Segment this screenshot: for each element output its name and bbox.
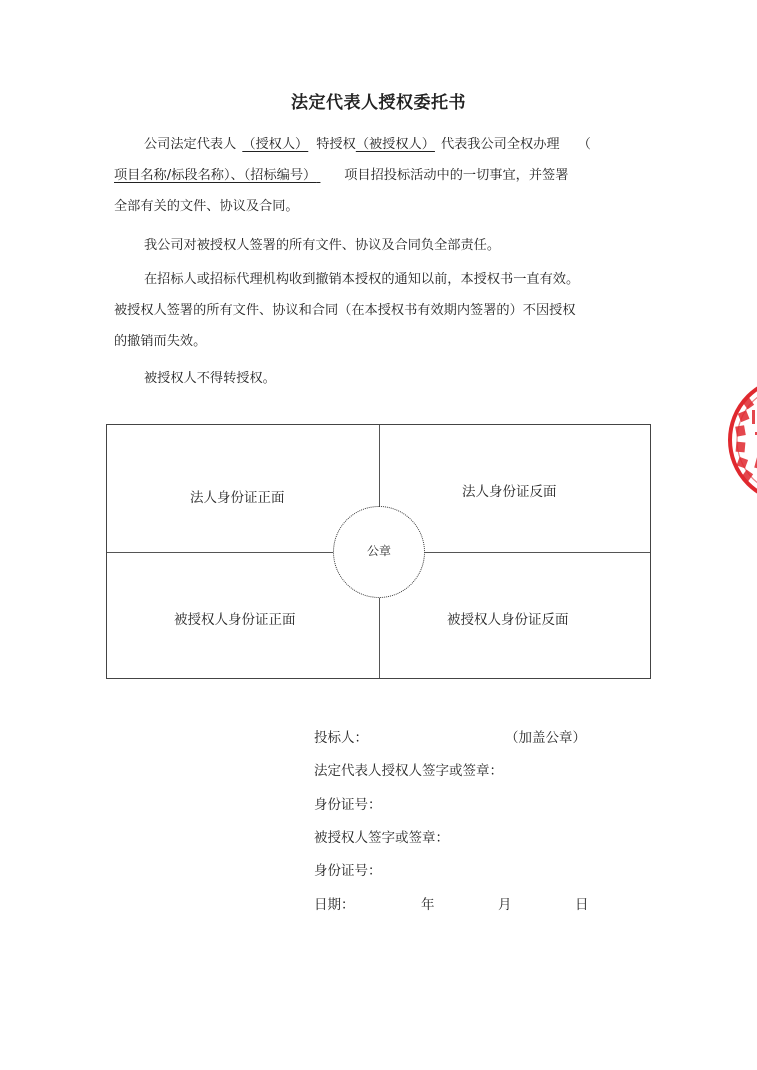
project-blank: 项目名称/标段名称）、（招标编号） xyxy=(114,168,317,183)
paragraph-responsibility: 我公司对被授权人签署的所有文件、协议及合同负全部责任。 xyxy=(144,238,501,253)
grantor-blank: （授权人） xyxy=(242,137,309,152)
text-segment: （ xyxy=(577,137,591,152)
id-number-label: 身份证号： xyxy=(314,863,382,879)
text-segment: 公司法定代表人 xyxy=(144,137,237,152)
paragraph-line: 在招标人或招标代理机构收到撤销本授权的通知以前，本授权书一直有效。 xyxy=(144,272,580,287)
paragraph-authorization xyxy=(114,129,654,222)
official-seal-placeholder xyxy=(333,506,425,598)
text-segment: 代表我公司全权办理 xyxy=(440,137,560,152)
document-title: 法定代表人授权委托书 xyxy=(291,93,466,113)
grantee-blank: （被授权人） xyxy=(355,137,435,152)
date-month: 月 xyxy=(498,897,512,913)
paragraph-line xyxy=(114,129,654,160)
date-label: 日期： xyxy=(314,897,355,913)
underline-blank xyxy=(316,160,338,191)
paragraph-line: 全部有关的文件、协议及合同。 xyxy=(114,199,299,214)
official-seal-label: 公章 xyxy=(366,544,391,558)
date-day: 日 xyxy=(575,897,589,913)
legal-rep-signature-label: 法定代表人授权人签字或签章： xyxy=(314,763,503,779)
paragraph-line xyxy=(114,160,654,191)
legal-rep-id-back-label: 法人身份证反面 xyxy=(462,484,557,500)
paragraph-line: 被授权人签署的所有文件、协议和合同（在本授权书有效期内签署的）不因授权 xyxy=(114,303,576,318)
legal-rep-id-front-label: 法人身份证正面 xyxy=(190,490,285,506)
date-year: 年 xyxy=(421,897,435,913)
paragraph-no-sub-authorization: 被授权人不得转授权。 xyxy=(144,371,276,386)
grantee-id-back-label: 被授权人身份证反面 xyxy=(447,612,569,628)
grantee-id-front-label: 被授权人身份证正面 xyxy=(174,612,296,628)
paragraph-line: 的撤销而失效。 xyxy=(114,334,207,349)
red-seal-icon xyxy=(722,370,757,510)
text-segment: 特授权 xyxy=(316,137,356,152)
grantee-signature-label: 被授权人签字或签章： xyxy=(314,830,449,846)
text-segment: 项目招投标活动中的一切事宜，并签署 xyxy=(344,168,569,183)
id-card-box xyxy=(106,424,651,679)
bidder-stamp-note: （加盖公章） xyxy=(505,730,586,746)
bidder-label: 投标人： xyxy=(314,730,368,746)
id-number-label: 身份证号： xyxy=(314,797,382,813)
paragraph-validity xyxy=(114,264,654,357)
